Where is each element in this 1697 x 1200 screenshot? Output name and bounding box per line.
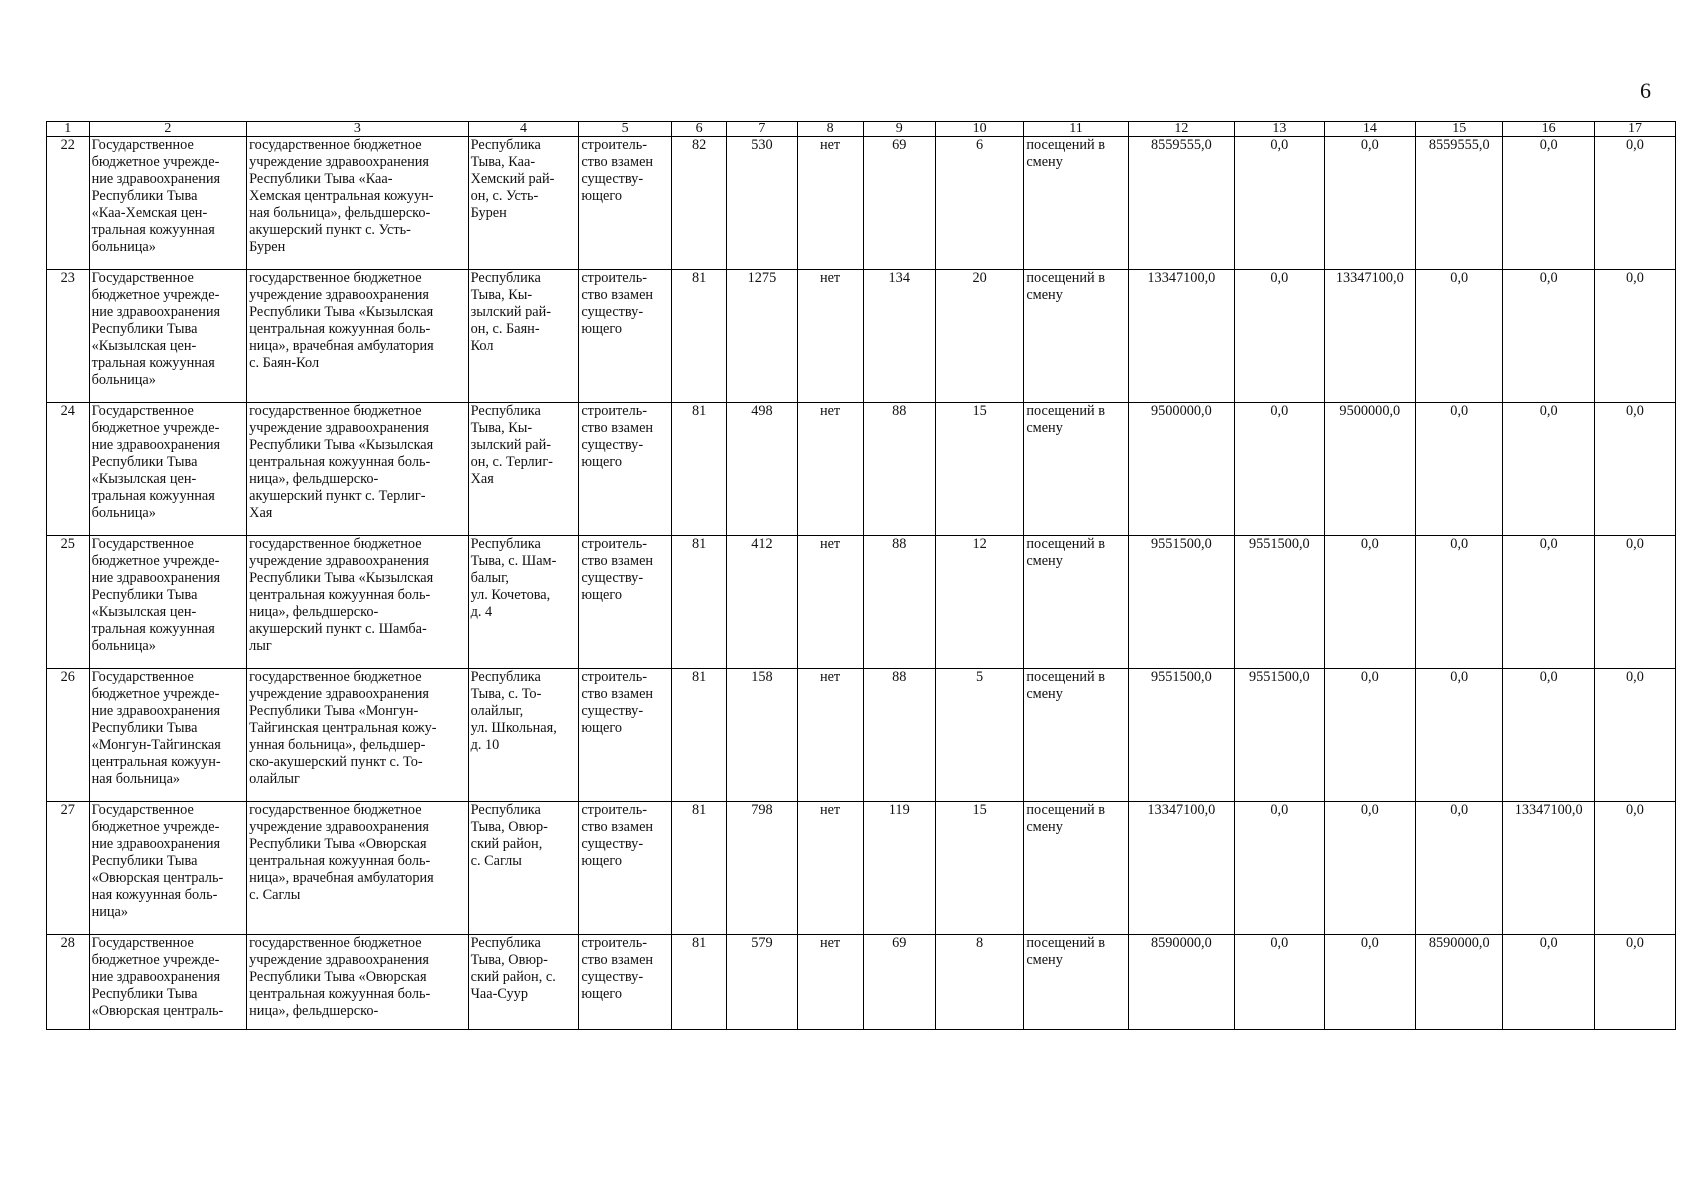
table-row: [47, 669, 1676, 802]
value-cell: 88: [863, 536, 935, 669]
amount-cell: 0,0: [1594, 935, 1675, 1030]
amount-cell: 13347100,0: [1128, 270, 1234, 403]
amount-cell: 8590000,0: [1416, 935, 1503, 1030]
amount-cell: 8559555,0: [1128, 137, 1234, 270]
column-header: 11: [1024, 122, 1128, 137]
amount-cell: 9551500,0: [1235, 669, 1324, 802]
table-row: [47, 536, 1676, 669]
column-header: 5: [579, 122, 672, 137]
value-cell: 134: [863, 270, 935, 403]
amount-cell: 0,0: [1235, 935, 1324, 1030]
value-cell: 119: [863, 802, 935, 935]
value-cell: 12: [935, 536, 1023, 669]
institution-cell: Государственное бюджетное учрежде- ние здравоохранения Республики Тыва «Кызылская цен- тральная кожуунная больница»: [89, 403, 247, 536]
value-cell: нет: [797, 403, 863, 536]
value-cell: 5: [935, 669, 1023, 802]
institution-cell: Государственное бюджетное учрежде- ние здравоохранения Республики Тыва «Кызылская цен- тральная кожуунная больница»: [89, 270, 247, 403]
amount-cell: 0,0: [1503, 137, 1595, 270]
column-header: 13: [1235, 122, 1324, 137]
object-cell: государственное бюджетное учреждение здравоохранения Республики Тыва «Овюрская центральная кожуунная боль- ница», врачебная амбулатория с. Саглы: [247, 802, 468, 935]
value-cell: нет: [797, 536, 863, 669]
value-cell: нет: [797, 270, 863, 403]
address-cell: Республика Тыва, Кы- зылский рай- он, с. Терлиг- Хая: [468, 403, 579, 536]
object-cell: государственное бюджетное учреждение здравоохранения Республики Тыва «Кызылская центральная кожуунная боль- ница», фельдшерско- акушерский пункт с. Терлиг- Хая: [247, 403, 468, 536]
column-header: 1: [47, 122, 90, 137]
object-cell: государственное бюджетное учреждение здравоохранения Республики Тыва «Кызылская центральная кожуунная боль- ница», фельдшерско- акушерский пункт с. Шамба- лыг: [247, 536, 468, 669]
table-row: [47, 802, 1676, 935]
object-cell: государственное бюджетное учреждение здравоохранения Республики Тыва «Овюрская центральная кожуунная боль- ница», фельдшерско-: [247, 935, 468, 1030]
amount-cell: 0,0: [1416, 403, 1503, 536]
row-number: 24: [47, 403, 90, 536]
amount-cell: 0,0: [1324, 669, 1416, 802]
amount-cell: 9551500,0: [1128, 669, 1234, 802]
value-cell: нет: [797, 669, 863, 802]
work-type-cell: строитель- ство взамен существу- ющего: [579, 137, 672, 270]
value-cell: 81: [671, 935, 726, 1030]
value-cell: 69: [863, 137, 935, 270]
amount-cell: 0,0: [1416, 270, 1503, 403]
amount-cell: 9500000,0: [1128, 403, 1234, 536]
amount-cell: 8559555,0: [1416, 137, 1503, 270]
amount-cell: 0,0: [1594, 669, 1675, 802]
unit-cell: посещений в смену: [1024, 403, 1128, 536]
institution-cell: Государственное бюджетное учрежде- ние здравоохранения Республики Тыва «Монгун-Тайгинская центральная кожуун- ная больница»: [89, 669, 247, 802]
amount-cell: 0,0: [1503, 270, 1595, 403]
unit-cell: посещений в смену: [1024, 536, 1128, 669]
address-cell: Республика Тыва, Овюр- ский район, с. Саглы: [468, 802, 579, 935]
value-cell: 88: [863, 403, 935, 536]
amount-cell: 8590000,0: [1128, 935, 1234, 1030]
amount-cell: 0,0: [1324, 536, 1416, 669]
column-header: 4: [468, 122, 579, 137]
amount-cell: 0,0: [1594, 270, 1675, 403]
unit-cell: посещений в смену: [1024, 935, 1128, 1030]
institution-cell: Государственное бюджетное учрежде- ние здравоохранения Республики Тыва «Каа-Хемская цен- тральная кожуунная больница»: [89, 137, 247, 270]
work-type-cell: строитель- ство взамен существу- ющего: [579, 403, 672, 536]
value-cell: 81: [671, 270, 726, 403]
value-cell: 579: [727, 935, 797, 1030]
amount-cell: 0,0: [1416, 669, 1503, 802]
value-cell: 1275: [727, 270, 797, 403]
page-number: 6: [1640, 78, 1651, 103]
amount-cell: 13347100,0: [1503, 802, 1595, 935]
object-cell: государственное бюджетное учреждение здравоохранения Республики Тыва «Каа- Хемская центральная кожуун- ная больница», фельдшерско- акушерский пункт с. Усть- Бурен: [247, 137, 468, 270]
column-header: 3: [247, 122, 468, 137]
institution-cell: Государственное бюджетное учрежде- ние здравоохранения Республики Тыва «Кызылская цен- тральная кожуунная больница»: [89, 536, 247, 669]
column-header: 6: [671, 122, 726, 137]
work-type-cell: строитель- ство взамен существу- ющего: [579, 669, 672, 802]
value-cell: нет: [797, 137, 863, 270]
value-cell: 8: [935, 935, 1023, 1030]
institution-cell: Государственное бюджетное учрежде- ние здравоохранения Республики Тыва «Овюрская централь- ная кожуунная боль- ница»: [89, 802, 247, 935]
unit-cell: посещений в смену: [1024, 669, 1128, 802]
row-number: 22: [47, 137, 90, 270]
column-header: 9: [863, 122, 935, 137]
amount-cell: 0,0: [1594, 137, 1675, 270]
amount-cell: 13347100,0: [1324, 270, 1416, 403]
amount-cell: 0,0: [1324, 935, 1416, 1030]
object-cell: государственное бюджетное учреждение здравоохранения Республики Тыва «Кызылская центральная кожуунная боль- ница», врачебная амбулатория с. Баян-Кол: [247, 270, 468, 403]
column-header: 10: [935, 122, 1023, 137]
address-cell: Республика Тыва, Овюр- ский район, с. Чаа-Суур: [468, 935, 579, 1030]
row-number: 23: [47, 270, 90, 403]
amount-cell: 0,0: [1416, 802, 1503, 935]
row-number: 27: [47, 802, 90, 935]
amount-cell: 0,0: [1235, 270, 1324, 403]
value-cell: 412: [727, 536, 797, 669]
investment-objects-table: [46, 121, 1676, 1030]
table-row: [47, 137, 1676, 270]
value-cell: 20: [935, 270, 1023, 403]
amount-cell: 0,0: [1503, 403, 1595, 536]
work-type-cell: строитель- ство взамен существу- ющего: [579, 802, 672, 935]
row-number: 26: [47, 669, 90, 802]
amount-cell: 0,0: [1594, 536, 1675, 669]
column-header: 8: [797, 122, 863, 137]
amount-cell: 0,0: [1503, 669, 1595, 802]
address-cell: Республика Тыва, Кы- зылский рай- он, с. Баян- Кол: [468, 270, 579, 403]
column-header: 12: [1128, 122, 1234, 137]
unit-cell: посещений в смену: [1024, 802, 1128, 935]
address-cell: Республика Тыва, с. То- олайлыг, ул. Школьная, д. 10: [468, 669, 579, 802]
value-cell: 15: [935, 403, 1023, 536]
row-number: 25: [47, 536, 90, 669]
value-cell: 81: [671, 536, 726, 669]
table-row: [47, 935, 1676, 1030]
column-header: 17: [1594, 122, 1675, 137]
amount-cell: 0,0: [1503, 935, 1595, 1030]
work-type-cell: строитель- ство взамен существу- ющего: [579, 935, 672, 1030]
row-number: 28: [47, 935, 90, 1030]
object-cell: государственное бюджетное учреждение здравоохранения Республики Тыва «Монгун- Тайгинская центральная кожу- унная больница», фельдшер- ско-акушерский пункт с. То- олайлыг: [247, 669, 468, 802]
value-cell: 530: [727, 137, 797, 270]
amount-cell: 9551500,0: [1235, 536, 1324, 669]
unit-cell: посещений в смену: [1024, 270, 1128, 403]
amount-cell: 0,0: [1594, 403, 1675, 536]
table-row: [47, 403, 1676, 536]
value-cell: нет: [797, 935, 863, 1030]
address-cell: Республика Тыва, Каа- Хемский рай- он, с. Усть- Бурен: [468, 137, 579, 270]
column-header: 7: [727, 122, 797, 137]
column-header: 14: [1324, 122, 1416, 137]
work-type-cell: строитель- ство взамен существу- ющего: [579, 270, 672, 403]
value-cell: 82: [671, 137, 726, 270]
value-cell: 88: [863, 669, 935, 802]
amount-cell: 0,0: [1324, 137, 1416, 270]
column-header: 2: [89, 122, 247, 137]
amount-cell: 9551500,0: [1128, 536, 1234, 669]
value-cell: 798: [727, 802, 797, 935]
amount-cell: 9500000,0: [1324, 403, 1416, 536]
amount-cell: 0,0: [1416, 536, 1503, 669]
work-type-cell: строитель- ство взамен существу- ющего: [579, 536, 672, 669]
address-cell: Республика Тыва, с. Шам- балыг, ул. Кочетова, д. 4: [468, 536, 579, 669]
value-cell: нет: [797, 802, 863, 935]
amount-cell: 0,0: [1503, 536, 1595, 669]
institution-cell: Государственное бюджетное учрежде- ние здравоохранения Республики Тыва «Овюрская централь-: [89, 935, 247, 1030]
column-number-row: [47, 122, 1676, 137]
amount-cell: 0,0: [1235, 403, 1324, 536]
amount-cell: 0,0: [1235, 137, 1324, 270]
value-cell: 81: [671, 669, 726, 802]
value-cell: 158: [727, 669, 797, 802]
value-cell: 6: [935, 137, 1023, 270]
amount-cell: 13347100,0: [1128, 802, 1234, 935]
value-cell: 498: [727, 403, 797, 536]
column-header: 16: [1503, 122, 1595, 137]
column-header: 15: [1416, 122, 1503, 137]
value-cell: 81: [671, 802, 726, 935]
value-cell: 15: [935, 802, 1023, 935]
amount-cell: 0,0: [1324, 802, 1416, 935]
table-row: [47, 270, 1676, 403]
value-cell: 69: [863, 935, 935, 1030]
amount-cell: 0,0: [1594, 802, 1675, 935]
value-cell: 81: [671, 403, 726, 536]
amount-cell: 0,0: [1235, 802, 1324, 935]
unit-cell: посещений в смену: [1024, 137, 1128, 270]
